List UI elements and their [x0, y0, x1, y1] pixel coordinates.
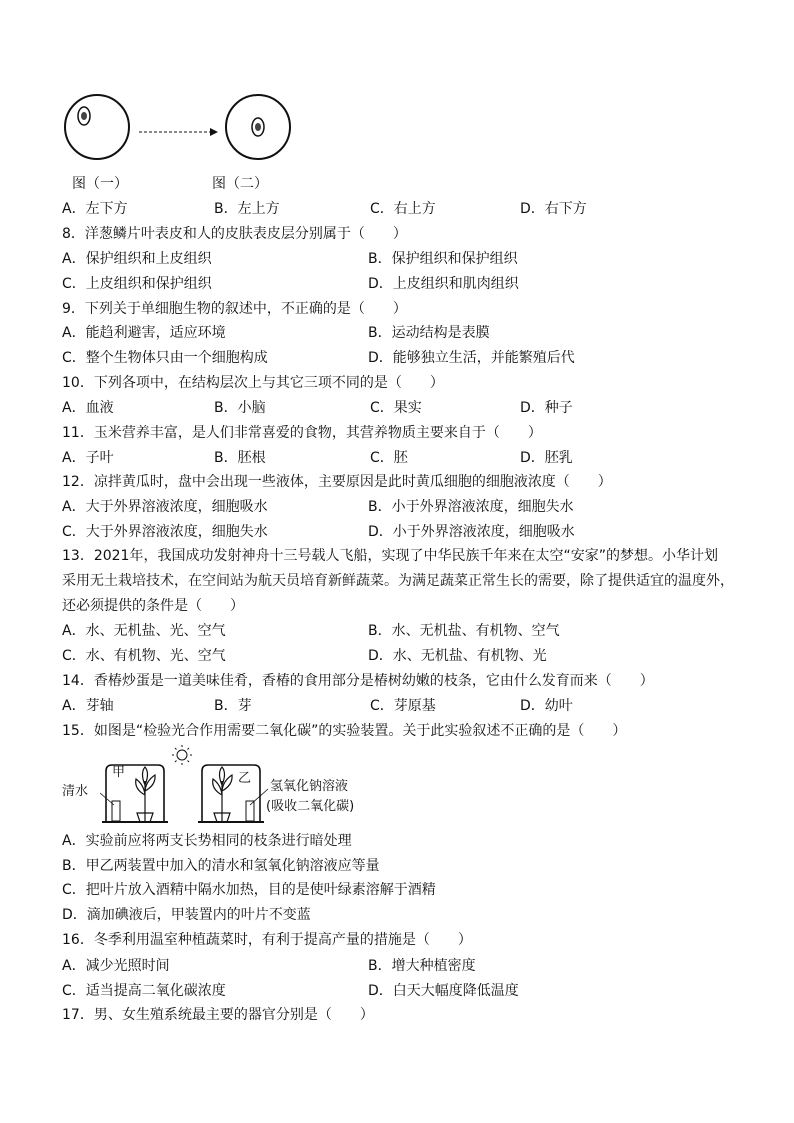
q13-option-a: A．水、无机盐、光、空气	[62, 623, 226, 639]
q11-option-a: A．子叶	[62, 450, 114, 466]
q8-option-c: C．上皮组织和保护组织	[62, 276, 212, 292]
beaker-yi	[246, 801, 254, 821]
q9-stem: 9．下列关于单细胞生物的叙述中，不正确的是（ ）	[62, 301, 407, 317]
q11-option-d: D．胚乳	[520, 450, 573, 466]
q14-option-d: D．幼叶	[520, 698, 573, 714]
sun-icon	[172, 745, 192, 765]
q14-option-a: A．芽轴	[62, 698, 114, 714]
q12-option-d: D．小于外界溶液浓度，细胞吸水	[368, 524, 575, 540]
microscope-view-figure	[62, 92, 302, 172]
label-jia: 甲	[112, 765, 126, 780]
q13-stem-line-2: 采用无土栽培技术，在空间站为航天员培育新鲜蔬菜。为满足蔬菜正常生长的需要，除了提供适宜的温度外，	[62, 573, 734, 589]
arrow-head	[210, 128, 218, 136]
q12-stem: 12．凉拌黄瓜时，盘中会出现一些液体，主要原因是此时黄瓜细胞的细胞液浓度（ ）	[62, 474, 612, 490]
q14-option-c: C．芽原基	[370, 698, 436, 714]
q16-option-a: A．减少光照时间	[62, 958, 170, 974]
q7-option-b: B．左上方	[214, 201, 280, 217]
q9-option-a: A．能趋利避害，适应环境	[62, 325, 226, 341]
q11-option-b: B．胚根	[214, 450, 266, 466]
q17-stem: 17．男、女生殖系统最主要的器官分别是（ ）	[62, 1007, 374, 1023]
q8-option-b: B．保护组织和保护组织	[368, 251, 518, 267]
q14-stem: 14．香椿炒蛋是一道美味佳肴，香椿的食用部分是椿树幼嫩的枝条，它由什么发育而来（ ）	[62, 673, 654, 689]
cell-nucleus-1	[81, 112, 87, 120]
q8-option-a: A．保护组织和上皮组织	[62, 251, 212, 267]
q10-option-a: A．血液	[62, 400, 114, 416]
q7-option-c: C．右上方	[370, 201, 436, 217]
q13-option-c: C．水、有机物、光、空气	[62, 648, 226, 664]
figure-caption-2: 图（二）	[212, 176, 268, 192]
q13-stem-line-3: 还必须提供的条件是（ ）	[62, 598, 244, 614]
q10-stem: 10．下列各项中，在结构层次上与其它三项不同的是（ ）	[62, 375, 444, 391]
q14-option-b: B．芽	[214, 698, 252, 714]
label-naoh-2: (吸收二氧化碳)	[266, 799, 355, 814]
q8-stem: 8．洋葱鳞片叶表皮和人的皮肤表皮层分别属于（ ）	[62, 226, 407, 242]
label-water: 清水	[62, 784, 89, 799]
q15-option-b: B．甲乙两装置中加入的清水和氢氧化钠溶液应等量	[62, 858, 380, 874]
q16-stem: 16．冬季利用温室种植蔬菜时，有利于提高产量的措施是（ ）	[62, 932, 472, 948]
label-yi: 乙	[238, 771, 252, 786]
q15-option-c: C．把叶片放入酒精中隔水加热，目的是使叶绿素溶解于酒精	[62, 882, 436, 898]
q13-option-d: D．水、无机盐、有机物、光	[368, 648, 547, 664]
q16-option-b: B．增大种植密度	[368, 958, 476, 974]
q16-option-d: D．白天大幅度降低温度	[368, 983, 519, 999]
cell-nucleus-2	[255, 123, 261, 131]
q9-option-d: D．能够独立生活，并能繁殖后代	[368, 350, 575, 366]
q12-option-a: A．大于外界溶液浓度，细胞吸水	[62, 499, 268, 515]
q12-option-b: B．小于外界溶液浓度，细胞失水	[368, 499, 574, 515]
q15-stem: 15．如图是“检验光合作用需要二氧化碳”的实验装置。关于此实验叙述不正确的是（ ）	[62, 723, 627, 739]
q10-option-c: C．果实	[370, 400, 422, 416]
q9-option-b: B．运动结构是表膜	[368, 325, 490, 341]
q10-option-d: D．种子	[520, 400, 573, 416]
q13-option-b: B．水、无机盐、有机物、空气	[368, 623, 560, 639]
view-circle-1	[65, 95, 129, 159]
bell-jar-yi	[202, 765, 260, 821]
q16-option-c: C．适当提高二氧化碳浓度	[62, 983, 226, 999]
q12-option-c: C．大于外界溶液浓度，细胞失水	[62, 524, 268, 540]
figure-caption-1: 图（一）	[72, 176, 128, 192]
q11-stem: 11．玉米营养丰富，是人们非常喜爱的食物，其营养物质主要来自于（ ）	[62, 425, 542, 441]
q11-option-c: C．胚	[370, 450, 408, 466]
q8-option-d: D．上皮组织和肌肉组织	[368, 276, 519, 292]
label-naoh-1: 氢氧化钠溶液	[270, 779, 349, 794]
q13-stem-line-1: 13．2021年，我国成功发射神舟十三号载人飞船，实现了中华民族千年来在太空“安家”的梦想。小华计划	[62, 548, 718, 564]
leader-water	[100, 793, 114, 805]
q15-option-d: D．滴加碘液后，甲装置内的叶片不变蓝	[62, 907, 311, 923]
q15-option-a: A．实验前应将两支长势相同的枝条进行暗处理	[62, 833, 352, 849]
q7-option-d: D．右下方	[520, 201, 587, 217]
q10-option-b: B．小脑	[214, 400, 266, 416]
q7-option-a: A．左下方	[62, 201, 128, 217]
q9-option-c: C．整个生物体只由一个细胞构成	[62, 350, 268, 366]
